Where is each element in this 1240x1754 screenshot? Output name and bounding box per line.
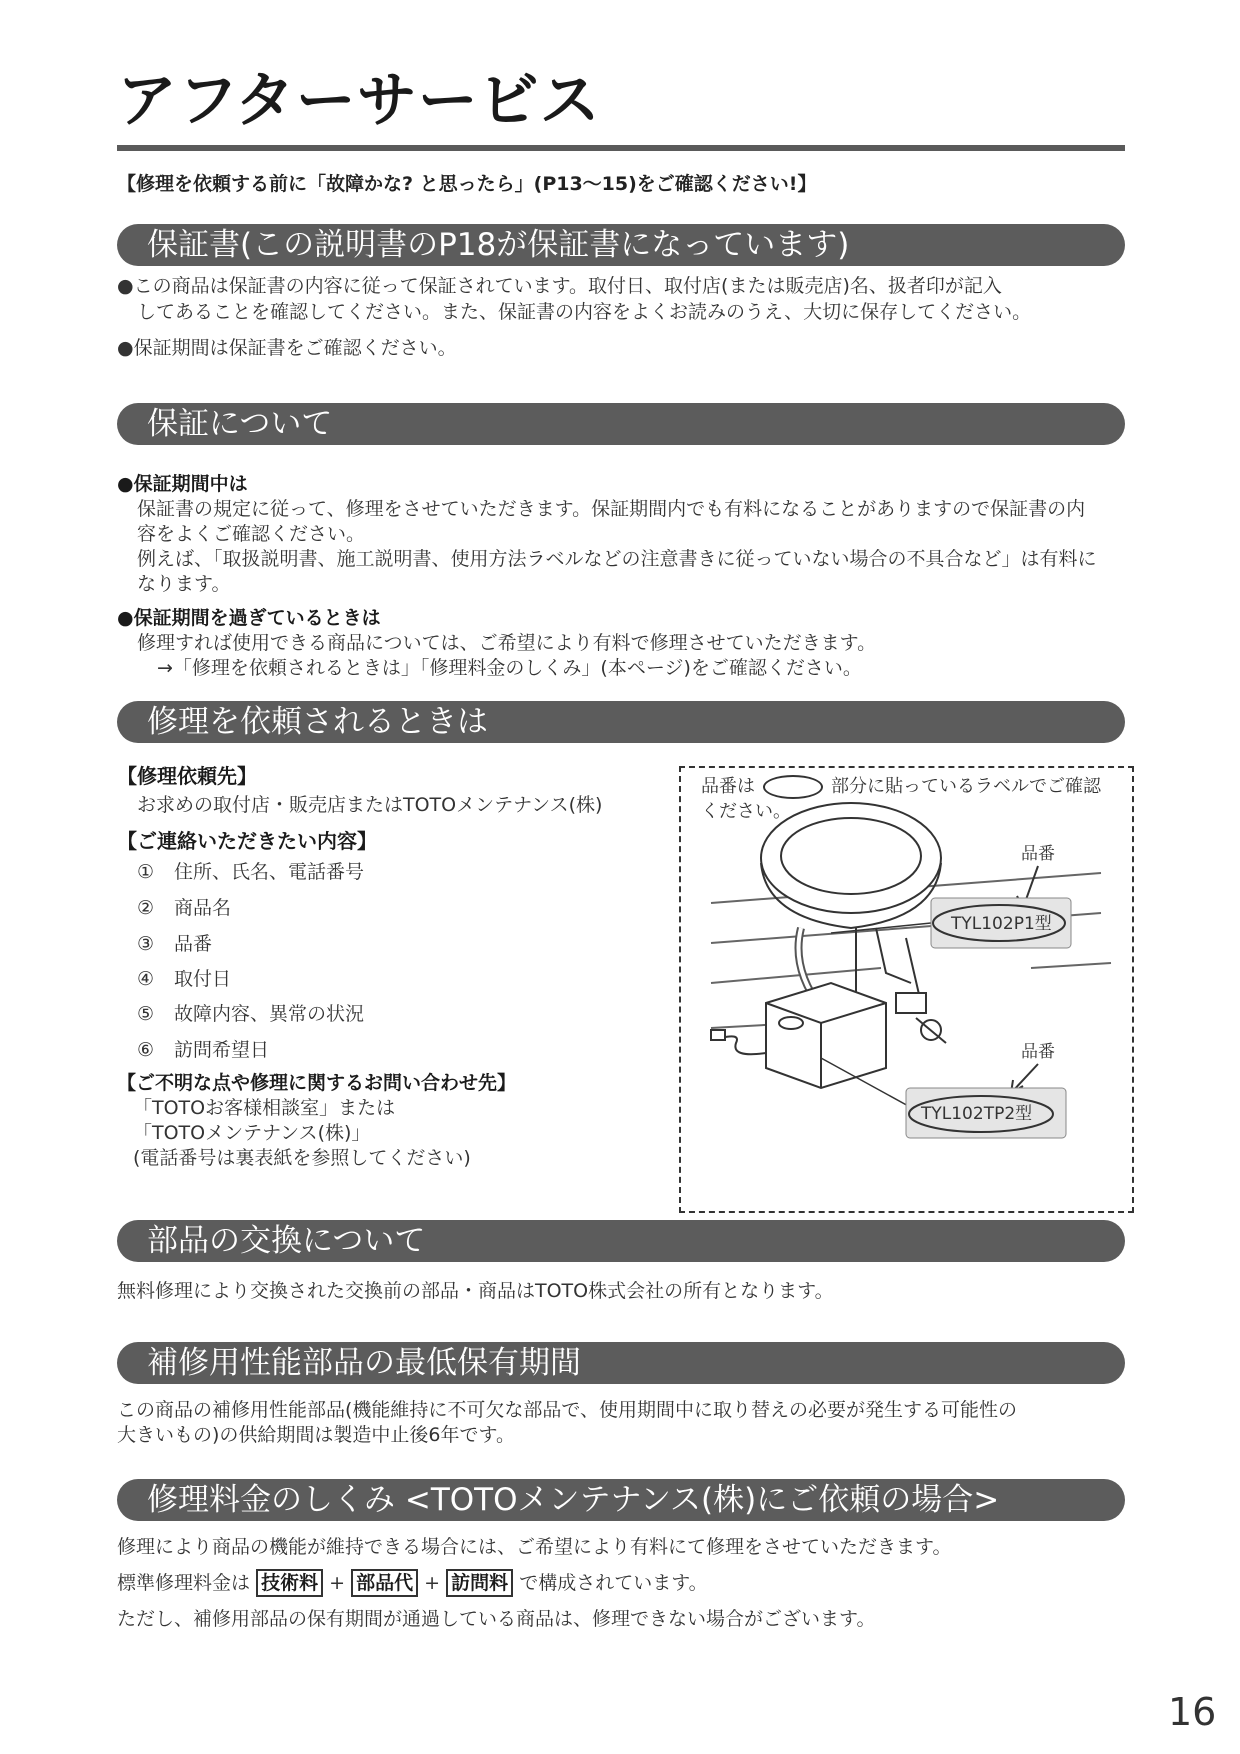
fee-parts-box: 部品代: [351, 1569, 418, 1597]
warranty-card-line-2: してあることを確認してください。また、保証書の内容をよくお読みのうえ、大切に保存してください。: [137, 301, 1032, 323]
diagram-note-prefix: 品番は: [701, 776, 755, 797]
page-number: 16: [1168, 1690, 1217, 1734]
repair-dest-text: お求めの取付店・販売店またはTOTOメンテナンス(株): [137, 794, 603, 816]
model-number-diagram: [679, 766, 1134, 1213]
inquiry-line-3: (電話番号は裏表紙を参照してください): [133, 1147, 471, 1169]
section-heading: 補修用性能部品の最低保有期間: [147, 1345, 581, 1381]
warranty-within-title: ●保証期間中は: [117, 473, 248, 495]
warranty-after-title: ●保証期間を過ぎているときは: [117, 607, 381, 629]
repair-contact-title: 【ご連絡いただきたい内容】: [117, 829, 377, 853]
contact-item-label: 取付日: [174, 968, 232, 990]
section-heading: 保証書(この説明書のP18が保証書になっています): [147, 227, 850, 263]
contact-item: [137, 1002, 364, 1027]
repair-fee-line-2: [117, 1569, 708, 1597]
inquiry-line-2: 「TOTOメンテナンス(株)」: [133, 1122, 371, 1144]
contact-item-number: ④: [137, 968, 155, 990]
section-bar-repair-request: [117, 701, 1125, 743]
contact-item-label: 商品名: [174, 897, 232, 919]
contact-item: [137, 1038, 269, 1063]
parts-period-line-2: 大きいもの)の供給期間は製造中止後6年です。: [117, 1424, 515, 1446]
plus-sign: +: [329, 1572, 346, 1594]
section-bar-warranty: [117, 403, 1125, 445]
warranty-after-line-2: →「修理を依頼されるときは」「修理料金のしくみ」(本ページ)をご確認ください。: [157, 657, 862, 679]
title-underline: [117, 145, 1125, 151]
repair-fee-line-3: ただし、補修用部品の保有期間が通過している商品は、修理できない場合がございます。: [117, 1608, 876, 1630]
contact-item-number: ①: [137, 861, 155, 883]
fee-visit-box: 訪問料: [446, 1569, 513, 1597]
inquiry-title: 【ご不明な点や修理に関するお問い合わせ先】: [117, 1072, 517, 1094]
contact-item-number: ⑥: [137, 1039, 155, 1061]
inquiry-line-1: 「TOTOお客様相談室」または: [133, 1097, 396, 1119]
parts-exchange-text: 無料修理により交換された交換前の部品・商品はTOTO株式会社の所有となります。: [117, 1280, 834, 1302]
label-1-title: 品番: [1021, 844, 1055, 864]
section-heading: 修理を依頼されるときは: [147, 704, 488, 740]
plus-sign: +: [424, 1572, 441, 1594]
warranty-within-line-1: 保証書の規定に従って、修理をさせていただきます。保証期間内でも有料になることがありますので保証書の内: [137, 498, 1086, 520]
warranty-card-line-3: ●保証期間は保証書をご確認ください。: [117, 337, 457, 359]
contact-item: [137, 896, 231, 921]
section-heading: 部品の交換について: [147, 1223, 426, 1259]
warranty-after-line-1: 修理すれば使用できる商品については、ご希望により有料で修理させていただきます。: [137, 632, 877, 654]
parts-period-line-1: この商品の補修用性能部品(機能維持に不可欠な部品で、使用期間中に取り替えの必要が発生する可能性の: [117, 1399, 1018, 1421]
contact-item-label: 住所、氏名、電話番号: [174, 861, 365, 883]
warranty-card-line-1: ●この商品は保証書の内容に従って保証されています。取付日、取付店(または販売店)名、扱者印が記入: [117, 275, 1002, 297]
diagram-note-line-2: ください。: [701, 801, 791, 822]
contact-item-label: 品番: [174, 933, 213, 955]
repair-fee-suffix: で構成されています。: [519, 1572, 708, 1594]
section-heading: 修理料金のしくみ <TOTOメンテナンス(株)にご依頼の場合>: [147, 1482, 1000, 1518]
section-bar-repair-fee: [117, 1479, 1125, 1521]
section-bar-parts-exchange: [117, 1220, 1125, 1262]
repair-fee-line-1: 修理により商品の機能が維持できる場合には、ご希望により有料にて修理をさせていただきます。: [117, 1536, 952, 1558]
section-bar-warranty-card: [117, 224, 1125, 266]
toilet-seat-illustration: [681, 768, 1132, 1211]
section-heading: 保証について: [147, 406, 333, 442]
warranty-within-line-3: 例えば、「取扱説明書、施工説明書、使用方法ラベルなどの注意書きに従っていない場合の不具合など」は有料に: [137, 548, 1097, 570]
page-title: アフターサービス: [117, 66, 601, 136]
contact-item-number: ⑤: [137, 1003, 155, 1025]
contact-item: [137, 860, 364, 885]
label-2-model: TYL102TP2型: [921, 1104, 1033, 1124]
repair-fee-prefix: 標準修理料金は: [117, 1572, 251, 1594]
repair-dest-title: 【修理依頼先】: [117, 764, 257, 788]
contact-item-number: ③: [137, 933, 155, 955]
fee-technical-box: 技術料: [256, 1569, 323, 1597]
label-1-model: TYL102P1型: [951, 914, 1052, 934]
contact-item-label: 訪問希望日: [174, 1039, 270, 1061]
contact-item: [137, 932, 212, 957]
section-bar-parts-period: [117, 1342, 1125, 1384]
contact-item: [137, 967, 231, 992]
label-2-title: 品番: [1021, 1042, 1055, 1062]
contact-item-label: 故障内容、異常の状況: [174, 1003, 365, 1025]
warranty-within-line-2: 容をよくご確認ください。: [137, 523, 366, 545]
contact-item-number: ②: [137, 897, 155, 919]
warranty-within-line-4: なります。: [137, 573, 231, 595]
precheck-notice: 【修理を依頼する前に「故障かな? と思ったら」(P13〜15)をご確認ください!】: [117, 173, 817, 195]
diagram-note-suffix: 部分に貼っているラベルでご確認: [831, 776, 1101, 797]
